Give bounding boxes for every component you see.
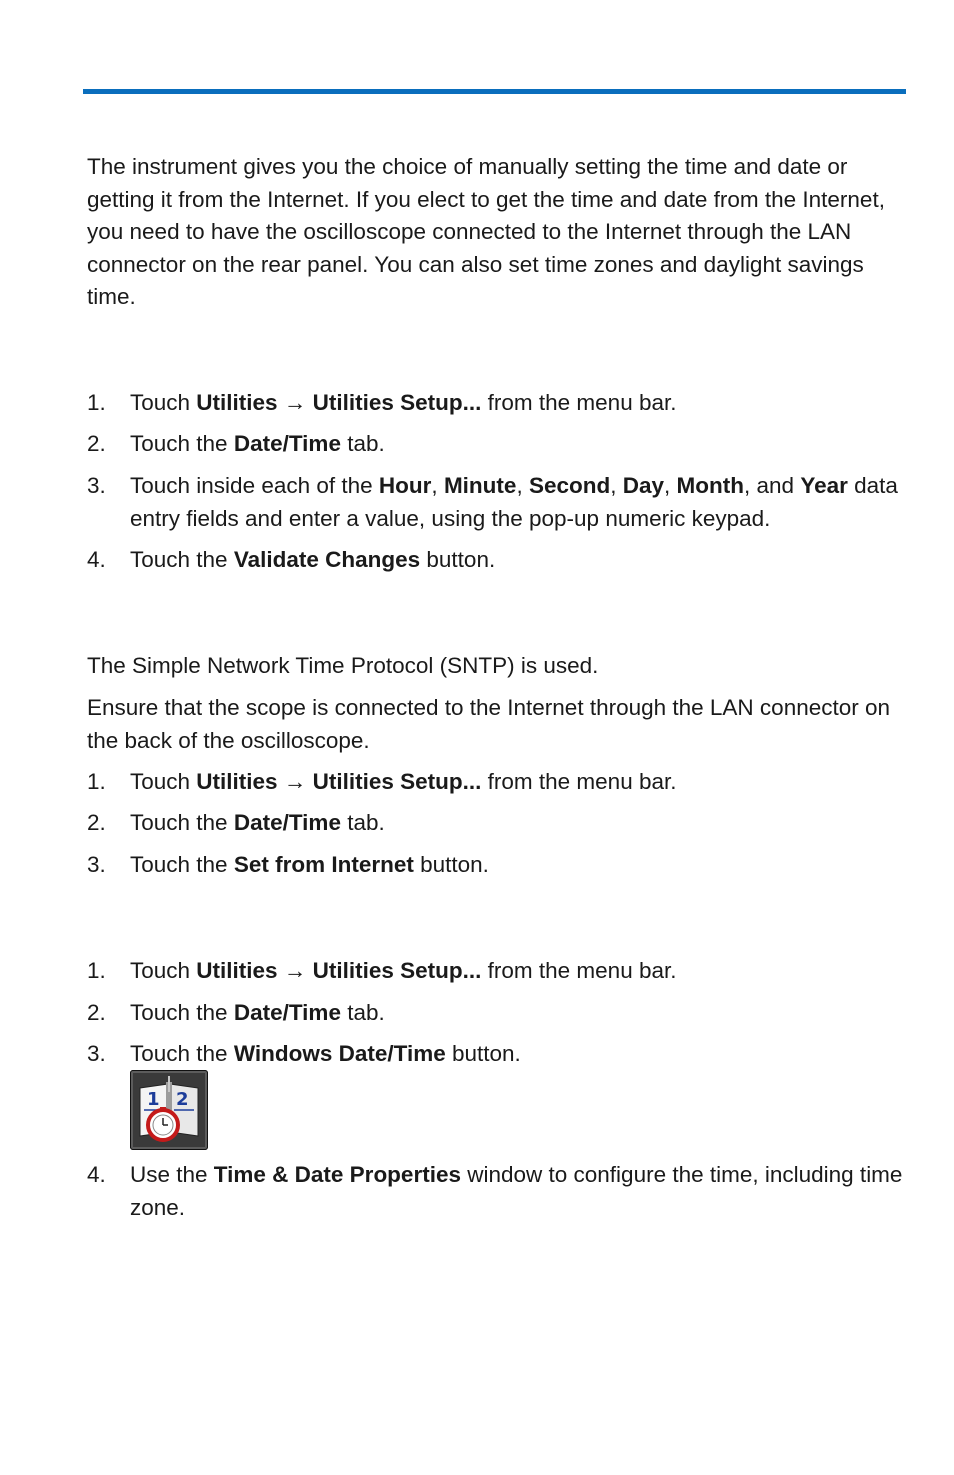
set-from-internet-label: Set from Internet xyxy=(233,852,414,877)
step-number: 1. xyxy=(87,390,106,415)
header-rule xyxy=(83,89,906,94)
arrow-icon: → xyxy=(283,769,307,794)
time-date-properties-label: Time & Date Properties xyxy=(213,1162,461,1187)
svg-text:2: 2 xyxy=(176,1089,189,1110)
arrow-icon: → xyxy=(283,958,307,983)
validate-changes-label: Validate Changes xyxy=(233,547,421,572)
date-time-tab-label: Date/Time xyxy=(233,431,341,456)
windows-date-time-icon xyxy=(130,1070,208,1150)
arrow-icon: → xyxy=(283,390,307,415)
menu-utilities-setup: Utilities Setup... xyxy=(312,390,482,415)
ensure-paragraph: Ensure that the scope is connected to the Internet through the LAN connector on the back of the oscilloscope. xyxy=(87,695,891,753)
intro-paragraph: The instrument gives you the choice of manually setting the time and date or getting it from the Internet. If you elect to get the time and date from the Internet, you need to have the oscilloscope connected to the Internet through the LAN connector on the rear panel. You can also set time zones and daylight savings time. xyxy=(87,154,885,309)
windows-date-time-label: Windows Date/Time xyxy=(233,1041,446,1066)
sntp-paragraph: The Simple Network Time Protocol (SNTP) is used. xyxy=(87,653,599,678)
svg-text:1: 1 xyxy=(147,1089,160,1110)
menu-utilities: Utilities xyxy=(196,390,278,415)
